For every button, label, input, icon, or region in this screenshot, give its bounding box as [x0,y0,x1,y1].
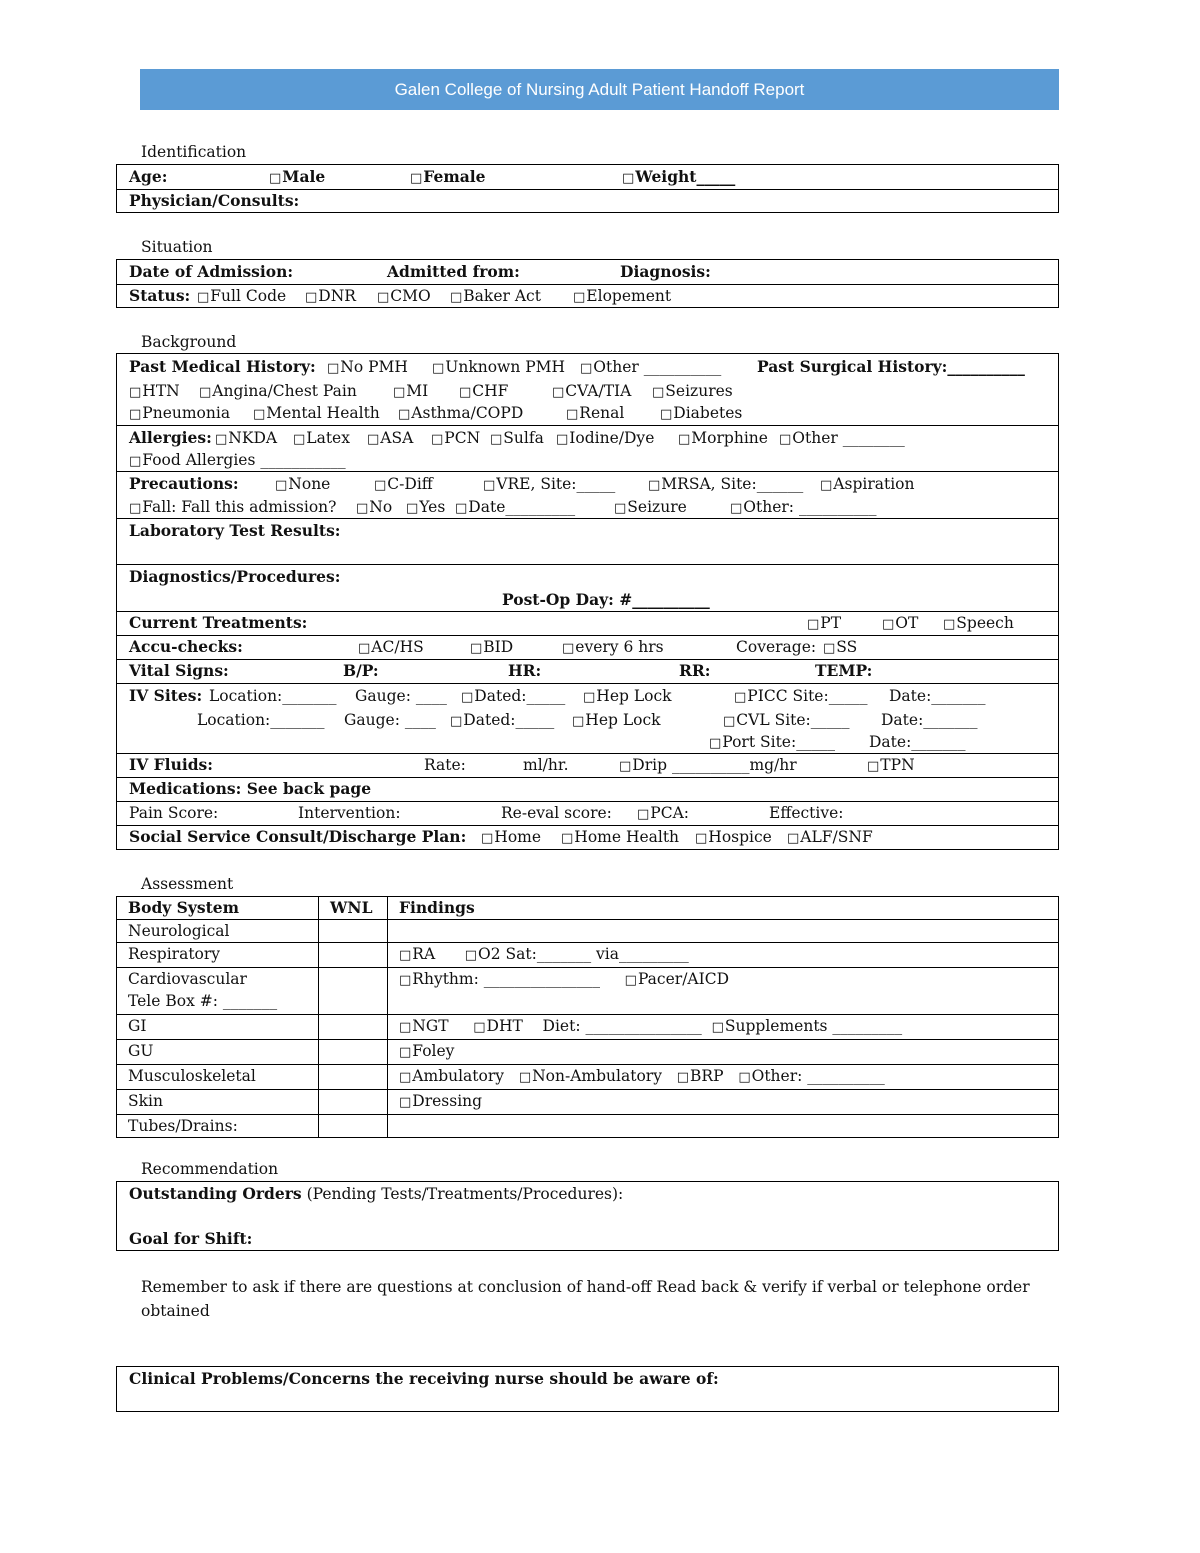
musc-non-ambulatory[interactable]: □ Non-Ambulatory [519,1067,662,1085]
outstanding-orders-label: Outstanding Orders [129,1184,302,1203]
pmh-label: Past Medical History: [129,357,316,376]
iv1-location: Location:_______ [209,687,337,705]
system-tubes-drains: Tubes/Drains: [117,1115,319,1138]
treatment-speech[interactable]: □ Speech [943,612,1014,636]
findings-cell [388,1040,1059,1065]
gi-ngt[interactable]: □ NGT [399,1017,449,1035]
cond-chf[interactable]: □ CHF [459,380,508,404]
system-cardiovascular: Cardiovascular [128,970,247,988]
clinical-problems-label: Clinical Problems/Concerns the receiving nurse should be aware of: [129,1369,719,1388]
iv1-gauge: Gauge: ____ [355,687,447,705]
section-background: Background [141,333,237,351]
age-label: Age: [129,167,168,186]
skin-dressing[interactable]: □ Dressing [399,1092,482,1110]
table-row [117,1040,1059,1065]
iv2-hep-lock[interactable]: □ Hep Lock [572,709,661,733]
goal-for-shift: Goal for Shift: [129,1229,253,1248]
vital-signs-label: Vital Signs: [129,661,229,680]
gi-supplements[interactable]: □ Supplements _________ [712,1017,903,1035]
coverage-ss[interactable]: □ SS [823,636,857,660]
resp-ra[interactable]: □ RA [399,945,435,963]
system-respiratory: Respiratory [117,943,319,968]
musc-other[interactable]: □ Other: __________ [738,1067,884,1085]
iv-sites-label: IV Sites: [129,686,203,705]
cond-asthma[interactable]: □ Asthma/COPD [398,402,523,426]
discharge-home[interactable]: □ Home [481,826,541,850]
iv1-hep-lock[interactable]: □ Hep Lock [583,685,672,709]
accu-every-6[interactable]: □ every 6 hrs [562,636,664,660]
cond-htn[interactable]: □ HTN [129,380,180,404]
physician-consults-label: Physician/Consults: [129,191,300,210]
male-checkbox[interactable]: □ Male [269,166,325,190]
allergy-latex[interactable]: □ Latex [293,427,350,451]
iv2-dated[interactable]: □ Dated:_____ [450,709,554,733]
system-cardiovascular-cell [117,968,319,1015]
precaution-none[interactable]: □ None [275,473,330,497]
wnl-cell[interactable] [319,1115,388,1138]
gi-dht[interactable]: □ DHT [473,1017,523,1035]
fall-yes[interactable]: □ Yes [406,496,445,520]
findings-cell [388,1090,1059,1115]
allergy-nkda[interactable]: □ NKDA [215,427,277,451]
bp-label: B/P: [343,661,379,680]
clinical-problems-box [116,1366,1059,1412]
findings-cell[interactable] [388,1115,1059,1138]
musc-ambulatory[interactable]: □ Ambulatory [399,1067,504,1085]
handoff-reminder: Remember to ask if there are questions at conclusion of hand-off Read back & verify if verbal or telephone order obtained [141,1278,1030,1320]
weight-checkbox[interactable]: □ Weight_____ [622,166,735,190]
mlhr-label: ml/hr. [523,756,569,774]
temp-label: TEMP: [815,661,873,680]
background-box [116,353,1059,850]
port-date: Date:_______ [869,733,966,751]
findings-cell [388,943,1059,968]
table-row [117,968,1059,1015]
cond-seizures[interactable]: □ Seizures [652,380,733,404]
resp-o2[interactable]: □ O2 Sat:_______ via_________ [465,945,689,963]
header-body-system: Body System [117,897,319,920]
findings-cell [388,968,1059,1015]
allergies-label: Allergies: [129,428,212,447]
assessment-table [116,896,1059,1138]
fall-no[interactable]: □ No [356,496,392,520]
identification-box [116,164,1059,213]
wnl-cell[interactable] [319,1015,388,1040]
post-op-day: Post-Op Day: #__________ [502,590,710,609]
precaution-mrsa[interactable]: □ MRSA, Site:______ [648,473,803,497]
table-row [117,943,1059,968]
admitted-from-label: Admitted from: [387,262,520,281]
cond-pneumonia[interactable]: □ Pneumonia [129,402,230,426]
gu-foley[interactable]: □ Foley [399,1042,454,1060]
reeval-label: Re-eval score: [501,804,612,822]
header-findings: Findings [388,897,1059,920]
system-skin: Skin [117,1090,319,1115]
precaution-cdiff[interactable]: □ C-Diff [374,473,433,497]
findings-cell[interactable] [388,920,1059,943]
treatment-pt[interactable]: □ PT [807,612,841,636]
diagnostics-label: Diagnostics/Procedures: [129,567,341,586]
effective-label: Effective: [769,804,844,822]
tele-box: Tele Box #: _______ [128,992,278,1010]
gi-diet: Diet: _______________ [542,1017,702,1035]
pca-checkbox[interactable]: □ PCA: [637,802,689,826]
situation-box [116,259,1059,308]
pmh-none[interactable]: □ No PMH [327,356,408,380]
allergy-pcn[interactable]: □ PCN [431,427,480,451]
assessment-header-row [117,897,1059,920]
social-service-label: Social Service Consult/Discharge Plan: [129,827,467,846]
outstanding-orders-detail: (Pending Tests/Treatments/Procedures): [306,1185,624,1203]
allergy-sulfa[interactable]: □ Sulfa [490,427,544,451]
intervention-label: Intervention: [298,804,401,822]
discharge-alf-snf[interactable]: □ ALF/SNF [787,826,873,850]
treatment-ot[interactable]: □ OT [882,612,918,636]
table-row [117,920,1059,943]
fall-date[interactable]: □ Date_________ [455,496,575,520]
allergy-other[interactable]: □ Other ________ [779,427,905,451]
outstanding-orders [129,1183,623,1205]
cardio-pacer[interactable]: □ Pacer/AICD [625,970,729,988]
tpn-checkbox[interactable]: □ TPN [867,754,915,778]
section-identification: Identification [141,143,247,161]
system-neurological: Neurological [117,920,319,943]
picc-date: Date:_______ [889,687,986,705]
precaution-vre[interactable]: □ VRE, Site:_____ [483,473,615,497]
picc-site[interactable]: □ PICC Site:_____ [734,685,867,709]
hr-label: HR: [508,661,542,680]
cond-angina[interactable]: □ Angina/Chest Pain [199,380,357,404]
cond-renal[interactable]: □ Renal [566,402,624,426]
allergy-iodine[interactable]: □ Iodine/Dye [556,427,654,451]
system-gi: GI [117,1015,319,1040]
food-allergies[interactable]: □ Food Allergies ___________ [129,449,346,473]
allergy-asa[interactable]: □ ASA [367,427,413,451]
wnl-cell[interactable] [319,1090,388,1115]
section-recommendation: Recommendation [141,1160,279,1178]
pmh-unknown[interactable]: □ Unknown PMH [432,356,565,380]
header-wnl: WNL [319,897,388,920]
port-site[interactable]: □ Port Site:_____ [709,731,835,755]
table-row [117,1015,1059,1040]
cond-diabetes[interactable]: □ Diabetes [660,402,742,426]
drip-checkbox[interactable]: □ Drip __________mg/hr [619,754,797,778]
section-assessment: Assessment [141,875,234,893]
section-situation: Situation [141,238,213,256]
table-row [117,1090,1059,1115]
system-musculoskeletal: Musculoskeletal [117,1065,319,1090]
wnl-cell[interactable] [319,943,388,968]
iv-fluids-label: IV Fluids: [129,755,214,774]
recommendation-box [116,1181,1059,1251]
rate-label: Rate: [424,756,466,774]
precaution-aspiration[interactable]: □ Aspiration [820,473,914,497]
cond-mental-health[interactable]: □ Mental Health [253,402,380,426]
findings-cell [388,1015,1059,1040]
psh-label: Past Surgical History:__________ [757,357,1025,376]
current-treatments-label: Current Treatments: [129,613,308,632]
pmh-other[interactable]: □ Other __________ [580,356,721,380]
lab-results-label: Laboratory Test Results: [129,521,341,540]
precaution-other[interactable]: □ Other: __________ [730,496,876,520]
cond-mi[interactable]: □ MI [393,380,428,404]
pain-score-label: Pain Score: [129,804,219,822]
cardio-rhythm[interactable]: □ Rhythm: _______________ [399,970,600,988]
accu-bid[interactable]: □ BID [470,636,513,660]
cvl-date: Date:_______ [881,711,978,729]
form-title: Galen College of Nursing Adult Patient Handoff Report [394,79,805,99]
iv2-location: Location:_______ [197,711,325,729]
status-dnr[interactable]: □ DNR [305,285,356,309]
accu-checks-label: Accu-checks: [129,637,243,656]
wnl-cell[interactable] [319,920,388,943]
iv1-dated[interactable]: □ Dated:_____ [461,685,565,709]
date-admission-label: Date of Admission: [129,262,294,281]
discharge-hospice[interactable]: □ Hospice [695,826,772,850]
status-cmo[interactable]: □ CMO [377,285,431,309]
status-elopement[interactable]: □ Elopement [573,285,671,309]
precaution-seizure[interactable]: □ Seizure [614,496,687,520]
system-gu: GU [117,1040,319,1065]
cvl-site[interactable]: □ CVL Site:_____ [723,709,850,733]
allergy-morphine[interactable]: □ Morphine [678,427,768,451]
findings-cell [388,1065,1059,1090]
female-checkbox[interactable]: □ Female [410,166,486,190]
status-label: Status: [129,286,191,305]
precaution-fall[interactable]: □ Fall: Fall this admission? [129,496,336,520]
diagnosis-label: Diagnosis: [620,262,711,281]
iv2-gauge: Gauge: ____ [344,711,436,729]
coverage-label: Coverage: [736,638,817,656]
wnl-cell[interactable] [319,968,388,1015]
status-baker-act[interactable]: □ Baker Act [450,285,541,309]
status-full-code[interactable]: □ Full Code [197,285,286,309]
musc-brp[interactable]: □ BRP [677,1067,724,1085]
form-title-banner [140,69,1059,110]
accu-ac-hs[interactable]: □ AC/HS [358,636,424,660]
medications-label: Medications: See back page [129,779,372,798]
table-row [117,1115,1059,1138]
wnl-cell[interactable] [319,1040,388,1065]
precautions-label: Precautions: [129,474,239,493]
discharge-home-health[interactable]: □ Home Health [561,826,679,850]
rr-label: RR: [679,661,711,680]
wnl-cell[interactable] [319,1065,388,1090]
cond-cva[interactable]: □ CVA/TIA [552,380,631,404]
table-row [117,1065,1059,1090]
